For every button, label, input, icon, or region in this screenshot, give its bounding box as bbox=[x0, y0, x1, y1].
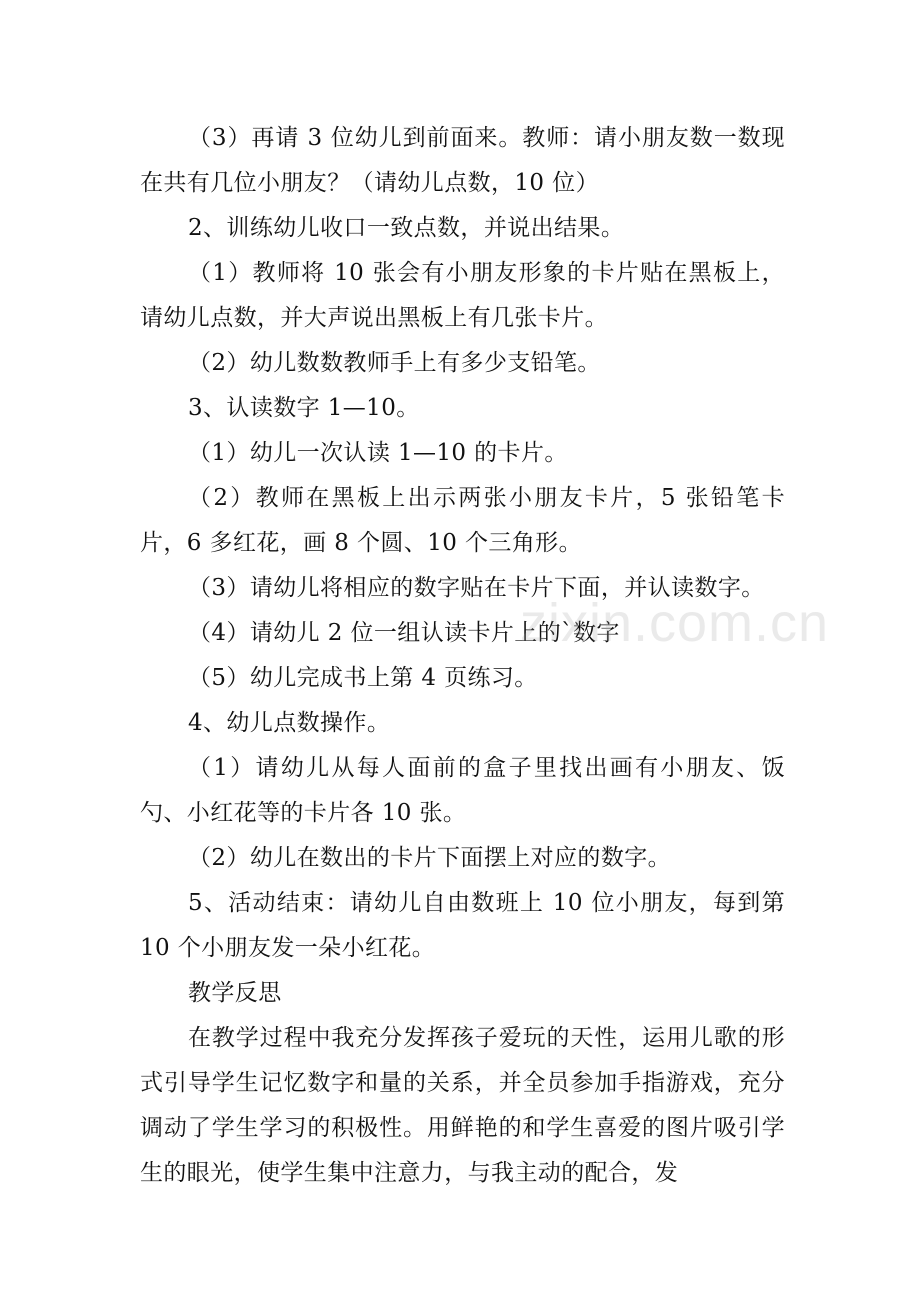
paragraph: （4）请幼儿 2 位一组认读卡片上的`数字 bbox=[188, 620, 620, 646]
paragraph: （2）教师在黑板上出示两张小朋友卡片，5 张铅笔卡片，6 多红花，画 8 个圆、10 个三角形。 bbox=[140, 485, 785, 556]
paragraph: （2）幼儿在数出的卡片下面摆上对应的数字。 bbox=[188, 845, 672, 871]
paragraph: 在教学过程中我充分发挥孩子爱玩的天性，运用儿歌的形式引导学生记忆数字和量的关系，并全员参加手指游戏，充分调动了学生学习的积极性。用鲜艳的和学生喜爱的图片吸引学生的眼光，使学生集中注意力，与我主动的配合，发 bbox=[140, 1025, 785, 1186]
paragraph: （3）请幼儿将相应的数字贴在卡片下面，并认读数字。 bbox=[188, 575, 765, 601]
paragraph: 2、训练幼儿收口一致点数，并说出结果。 bbox=[188, 215, 625, 241]
paragraph: （1）教师将 10 张会有小朋友形象的卡片贴在黑板上，请幼儿点数，并大声说出黑板上有几张卡片。 bbox=[140, 260, 785, 331]
paragraph: （1）幼儿一次认读 1—10 的卡片。 bbox=[188, 440, 568, 466]
section-heading: 教学反思 bbox=[188, 980, 282, 1006]
paragraph: （5）幼儿完成书上第 4 页练习。 bbox=[188, 665, 538, 691]
document-body bbox=[140, 116, 785, 1196]
paragraph: （3）再请 3 位幼儿到前面来。教师：请小朋友数一数现在共有几位小朋友？（请幼儿点数，10 位） bbox=[140, 125, 785, 196]
paragraph: （1）请幼儿从每人面前的盒子里找出画有小朋友、饭勺、小红花等的卡片各 10 张。 bbox=[140, 755, 785, 826]
paragraph: 5、活动结束：请幼儿自由数班上 10 位小朋友，每到第 10 个小朋友发一朵小红花。 bbox=[140, 890, 785, 961]
paragraph: 4、幼儿点数操作。 bbox=[188, 710, 391, 736]
paragraph: 3、认读数字 1—10。 bbox=[188, 395, 420, 421]
watermark: zixin.com.cn bbox=[520, 593, 830, 653]
paragraph: （2）幼儿数数教师手上有多少支铅笔。 bbox=[188, 350, 601, 376]
